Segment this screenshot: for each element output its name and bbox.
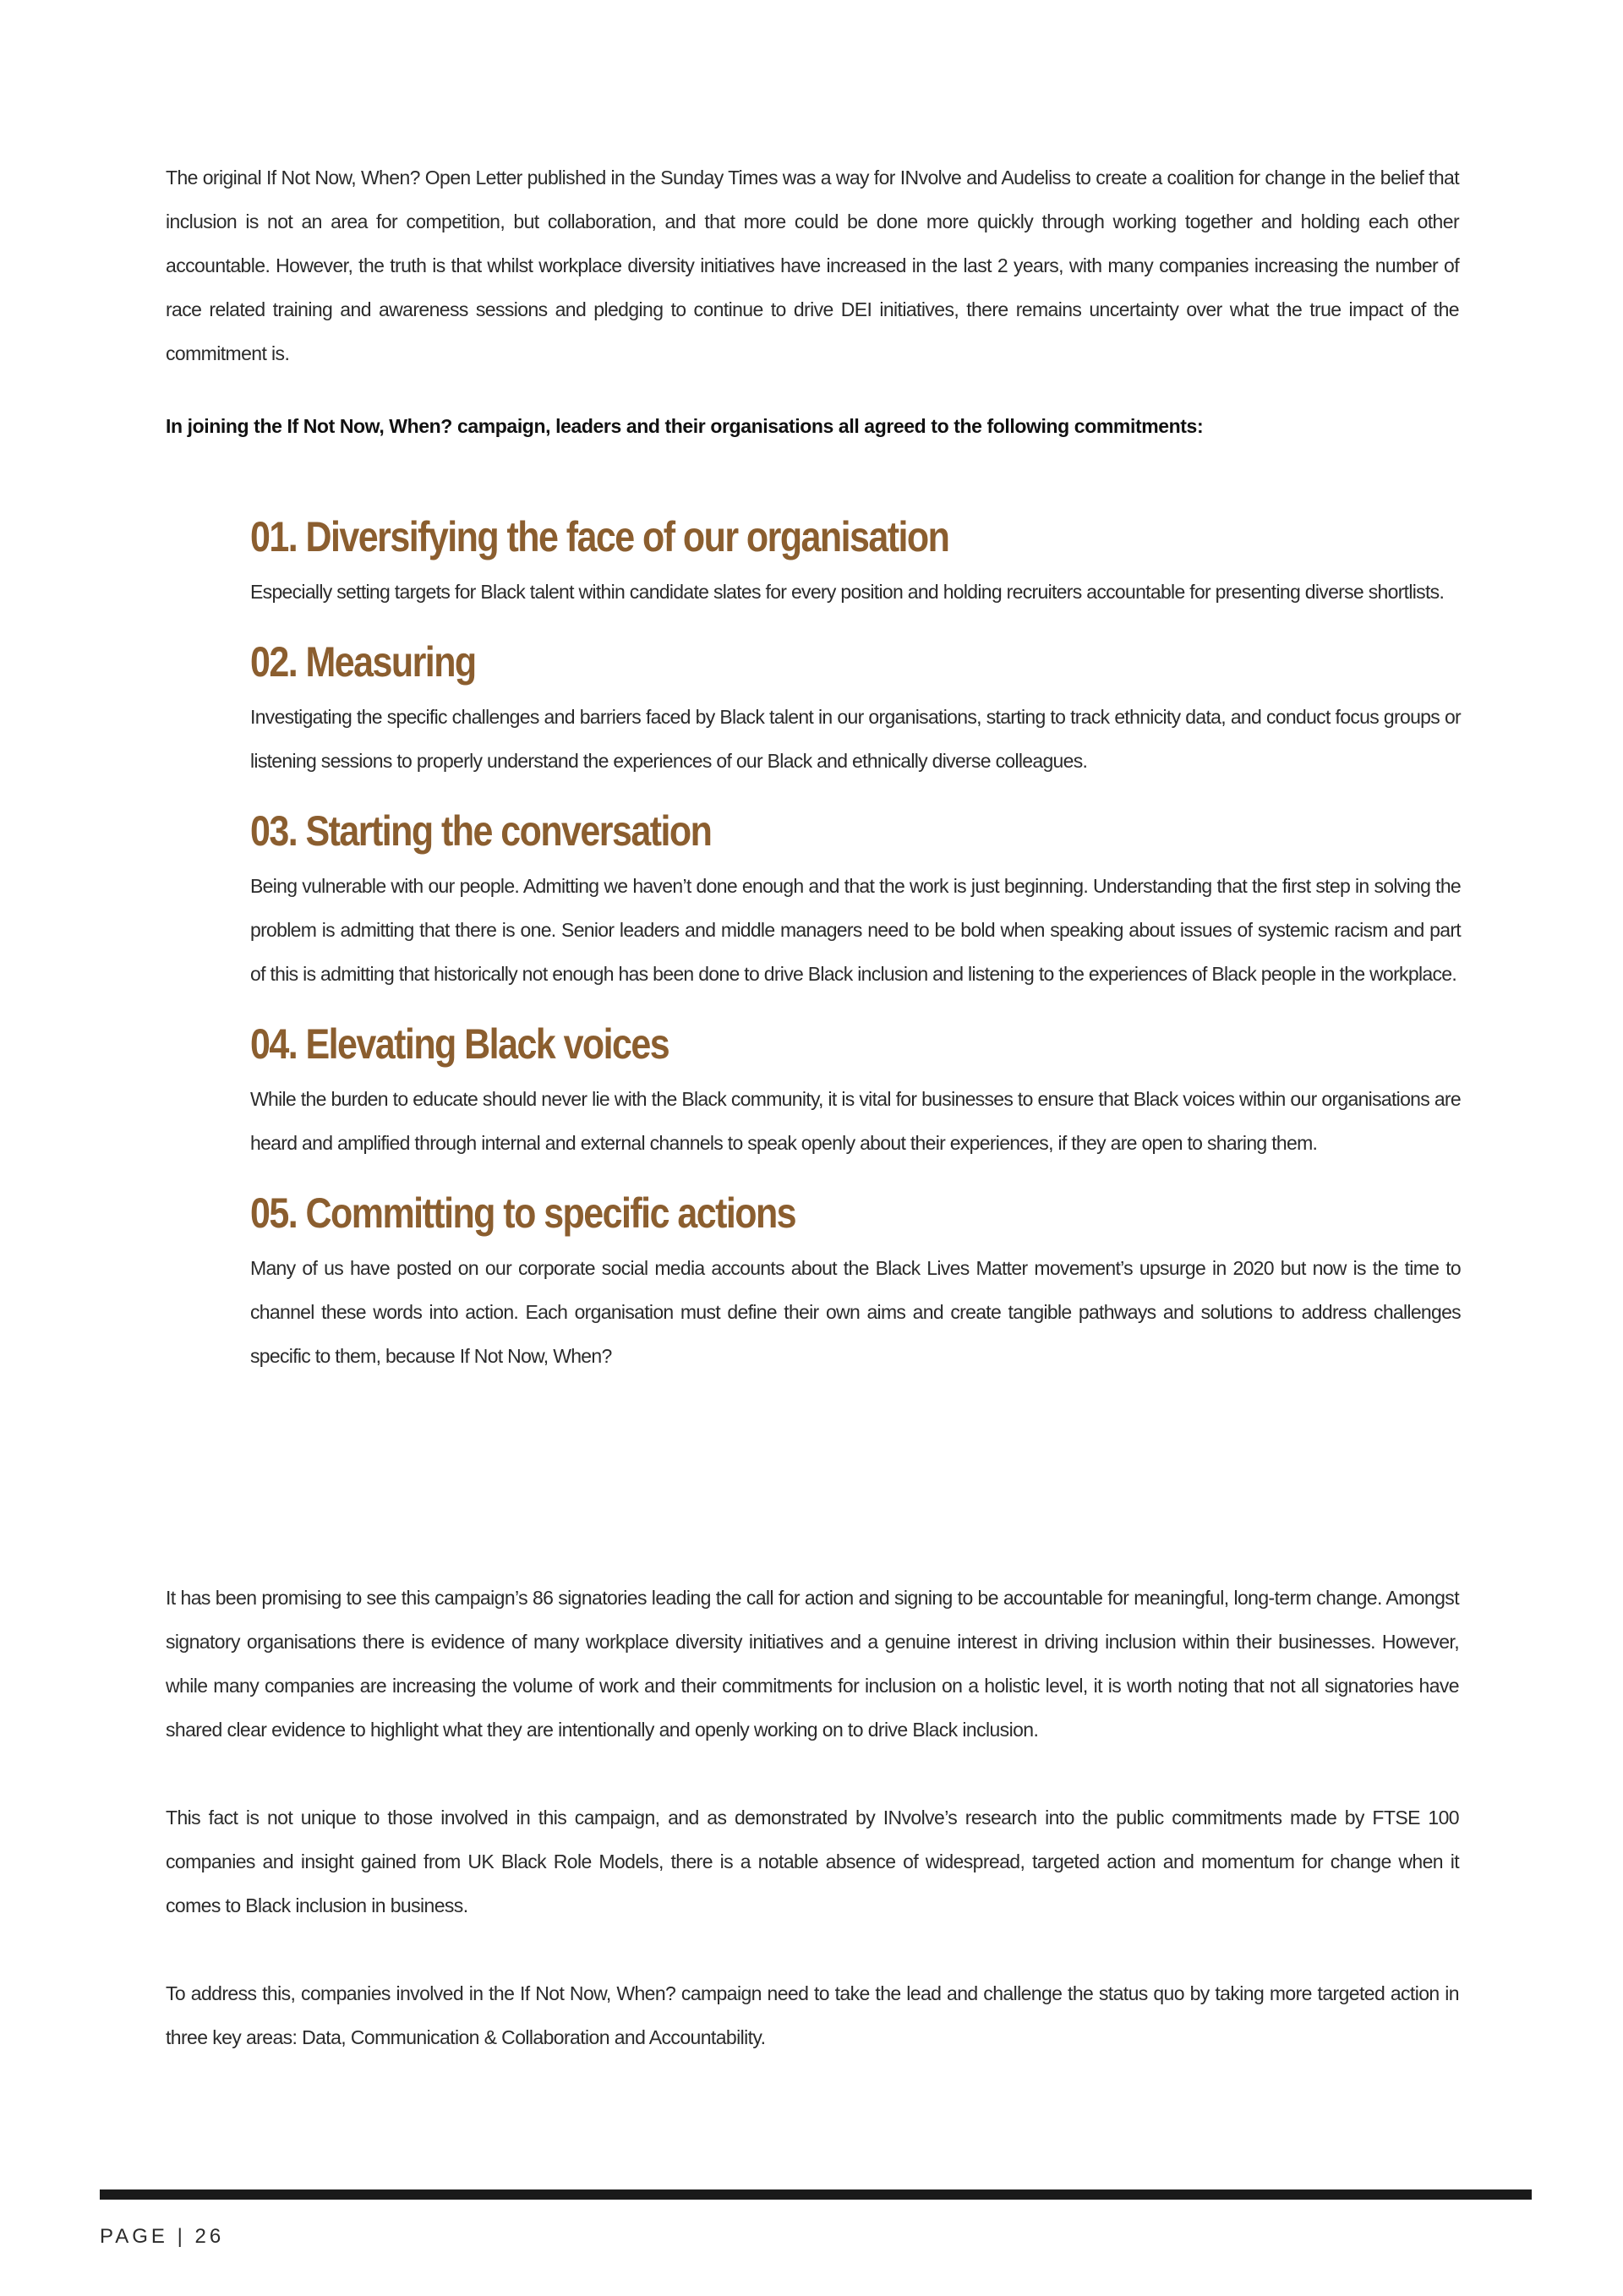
closing-paragraph: It has been promising to see this campaign’s 86 signatories leading the call for action and signing to be accountable for meaningful, long-term change. Amongst signatory organisations there is evidence of many workplace diversity initiatives and a genuine interest in driving inclusion within their businesses. However, while many companies are increasing the volume of work and their commitments for inclusion on a holistic level, it is worth noting that not all signatories have shared clear evidence to highlight what they are intentionally and openly working on to drive Black inclusion. (166, 1587, 1459, 1741)
commitment-item (250, 632, 1461, 783)
commitment-text: Being vulnerable with our people. Admitting we haven’t done enough and that the work is just beginning. Understanding that the first step in solving the problem is admitting that there is one. Senior leaders and middle managers need to be bold when speaking about issues of systemic racism and part of this is admitting that historically not enough has been done to drive Black inclusion and listening to the experiences of Black people in the workplace. (250, 875, 1461, 985)
commitment-item (250, 801, 1461, 996)
commitment-text: Especially setting targets for Black talent within candidate slates for every position and holding recruiters accountable for presenting diverse shortlists. (250, 581, 1445, 603)
commitments-lead-in: In joining the If Not Now, When? campaign, leaders and their organisations all agreed to the following commitments: (166, 415, 1204, 437)
page-number: PAGE | 26 (100, 2225, 225, 2248)
intro-paragraph: The original If Not Now, When? Open Letter published in the Sunday Times was a way for INvolve and Audeliss to create a coalition for change in the belief that inclusion is not an area for competition, but collaboration, and that more could be done more quickly through working together and holding each other accountable. However, the truth is that whilst workplace diversity initiatives have increased in the last 2 years, with many companies increasing the number of race related training and awareness sessions and pledging to continue to drive DEI initiatives, there remains uncertainty over what the true impact of the commitment is. (166, 167, 1459, 364)
commitment-item (250, 1184, 1461, 1378)
commitment-heading: 01. Diversifying the face of our organisation (250, 513, 949, 560)
commitment-heading: 04. Elevating Black voices (250, 1020, 669, 1068)
closing-paragraph: To address this, companies involved in the If Not Now, When? campaign need to take the lead and challenge the status quo by taking more targeted action in three key areas: Data, Communication & Collaboration and Accountability. (166, 1982, 1459, 2048)
commitment-text: Many of us have posted on our corporate social media accounts about the Black Lives Matter movement’s upsurge in 2020 but now is the time to channel these words into action. Each organisation must define their own aims and create tangible pathways and solutions to address challenges specific to them, because If Not Now, When? (250, 1257, 1461, 1367)
closing-section (166, 1576, 1459, 2103)
footer-divider (100, 2189, 1532, 2200)
commitment-heading: 05. Committing to specific actions (250, 1189, 796, 1237)
closing-paragraph: This fact is not unique to those involved in this campaign, and as demonstrated by INvolve’s research into the public commitments made by FTSE 100 companies and insight gained from UK Black Role Models, there is a notable absence of widespread, targeted action and momentum for change when it comes to Black inclusion in business. (166, 1807, 1459, 1916)
commitment-text: Investigating the specific challenges and barriers faced by Black talent in our organisations, starting to track ethnicity data, and conduct focus groups or listening sessions to properly understand the experiences of our Black and ethnically diverse colleagues. (250, 706, 1461, 772)
commitment-heading: 03. Starting the conversation (250, 807, 712, 855)
commitments-list (250, 507, 1461, 1397)
intro-section (166, 156, 1459, 448)
commitment-heading: 02. Measuring (250, 638, 476, 686)
commitment-item (250, 1014, 1461, 1165)
commitment-text: While the burden to educate should never lie with the Black community, it is vital for businesses to ensure that Black voices within our organisations are heard and amplified through internal and external channels to speak openly about their experiences, if they are open to sharing them. (250, 1088, 1461, 1154)
commitment-item (250, 507, 1461, 614)
